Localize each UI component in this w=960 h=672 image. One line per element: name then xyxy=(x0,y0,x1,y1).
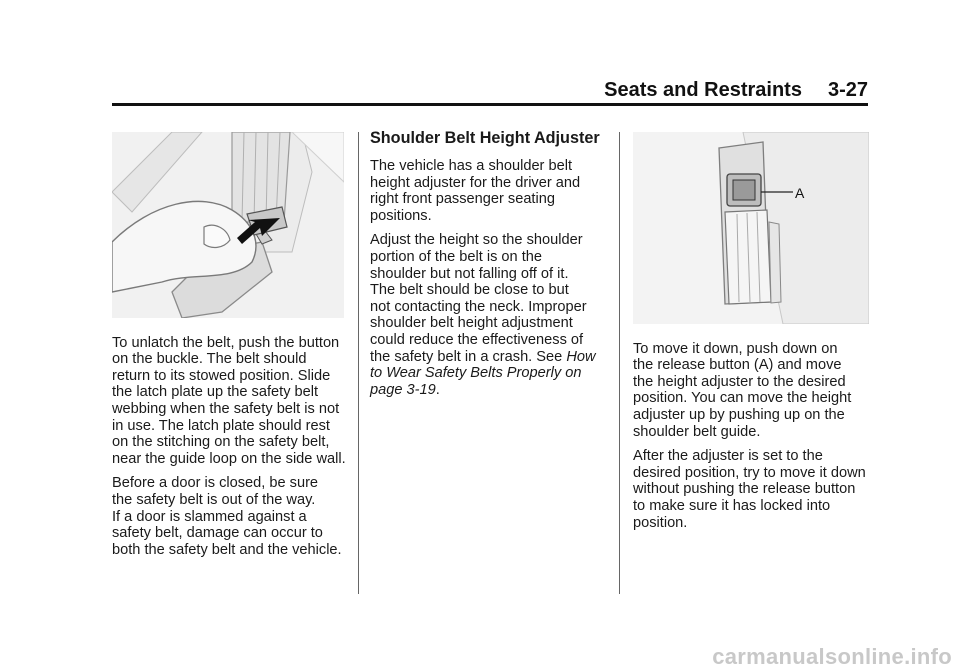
paragraph-end: . xyxy=(435,381,440,398)
page-number: 3-27 xyxy=(827,79,868,101)
column-left xyxy=(112,132,354,566)
watermark-text: carmanualsonline.info xyxy=(712,644,952,669)
column-divider xyxy=(619,132,620,594)
cross-reference-link[interactable]: How to Wear Safety Belts Properly on page 3-19 xyxy=(370,348,596,398)
height-adjuster-illustration xyxy=(633,132,869,324)
callout-label: A xyxy=(795,185,805,201)
page-header xyxy=(112,74,868,102)
paragraph-text: Adjust the height so the shoulder portion of the belt is on the shoulder but not falling off of it. The belt should be close to but not contacting the neck. Improper shoulder belt height adjustment could reduce the effectiveness of the safety belt in a crash. See xyxy=(370,232,587,365)
section-title: Seats and Restraints xyxy=(604,79,802,101)
buckle-release-illustration xyxy=(112,132,344,318)
column-right xyxy=(633,132,873,539)
column-divider xyxy=(358,132,359,594)
paragraph: After the adjuster is set to the desired position, try to move it down without pushing the release button to make sure it has locked into position. xyxy=(633,448,866,531)
paragraph: Before a door is closed, be sure the safety belt is out of the way. If a door is slammed against a safety belt, damage can occur to both the safety belt and the vehicle. xyxy=(112,475,342,558)
paragraph: To move it down, push down on the release button (A) and move the height adjuster to the desired position. You can move the height adjuster up by pushing up on the shoulder belt guide. xyxy=(633,340,852,440)
section-heading: Shoulder Belt Height Adjuster xyxy=(370,129,600,147)
paragraph: The vehicle has a shoulder belt height adjuster for the driver and right front passenger seating positions. xyxy=(370,158,581,224)
paragraph: To unlatch the belt, push the button on the buckle. The belt should return to its stowed position. Slide the latch plate up the safety belt webbing when the safety belt is not in use. The latch plate should rest on the stitching on the safety belt, near the guide loop on the side wall. xyxy=(112,334,346,467)
column-middle xyxy=(370,128,610,406)
paragraph xyxy=(370,232,610,398)
header-rule xyxy=(112,103,868,106)
